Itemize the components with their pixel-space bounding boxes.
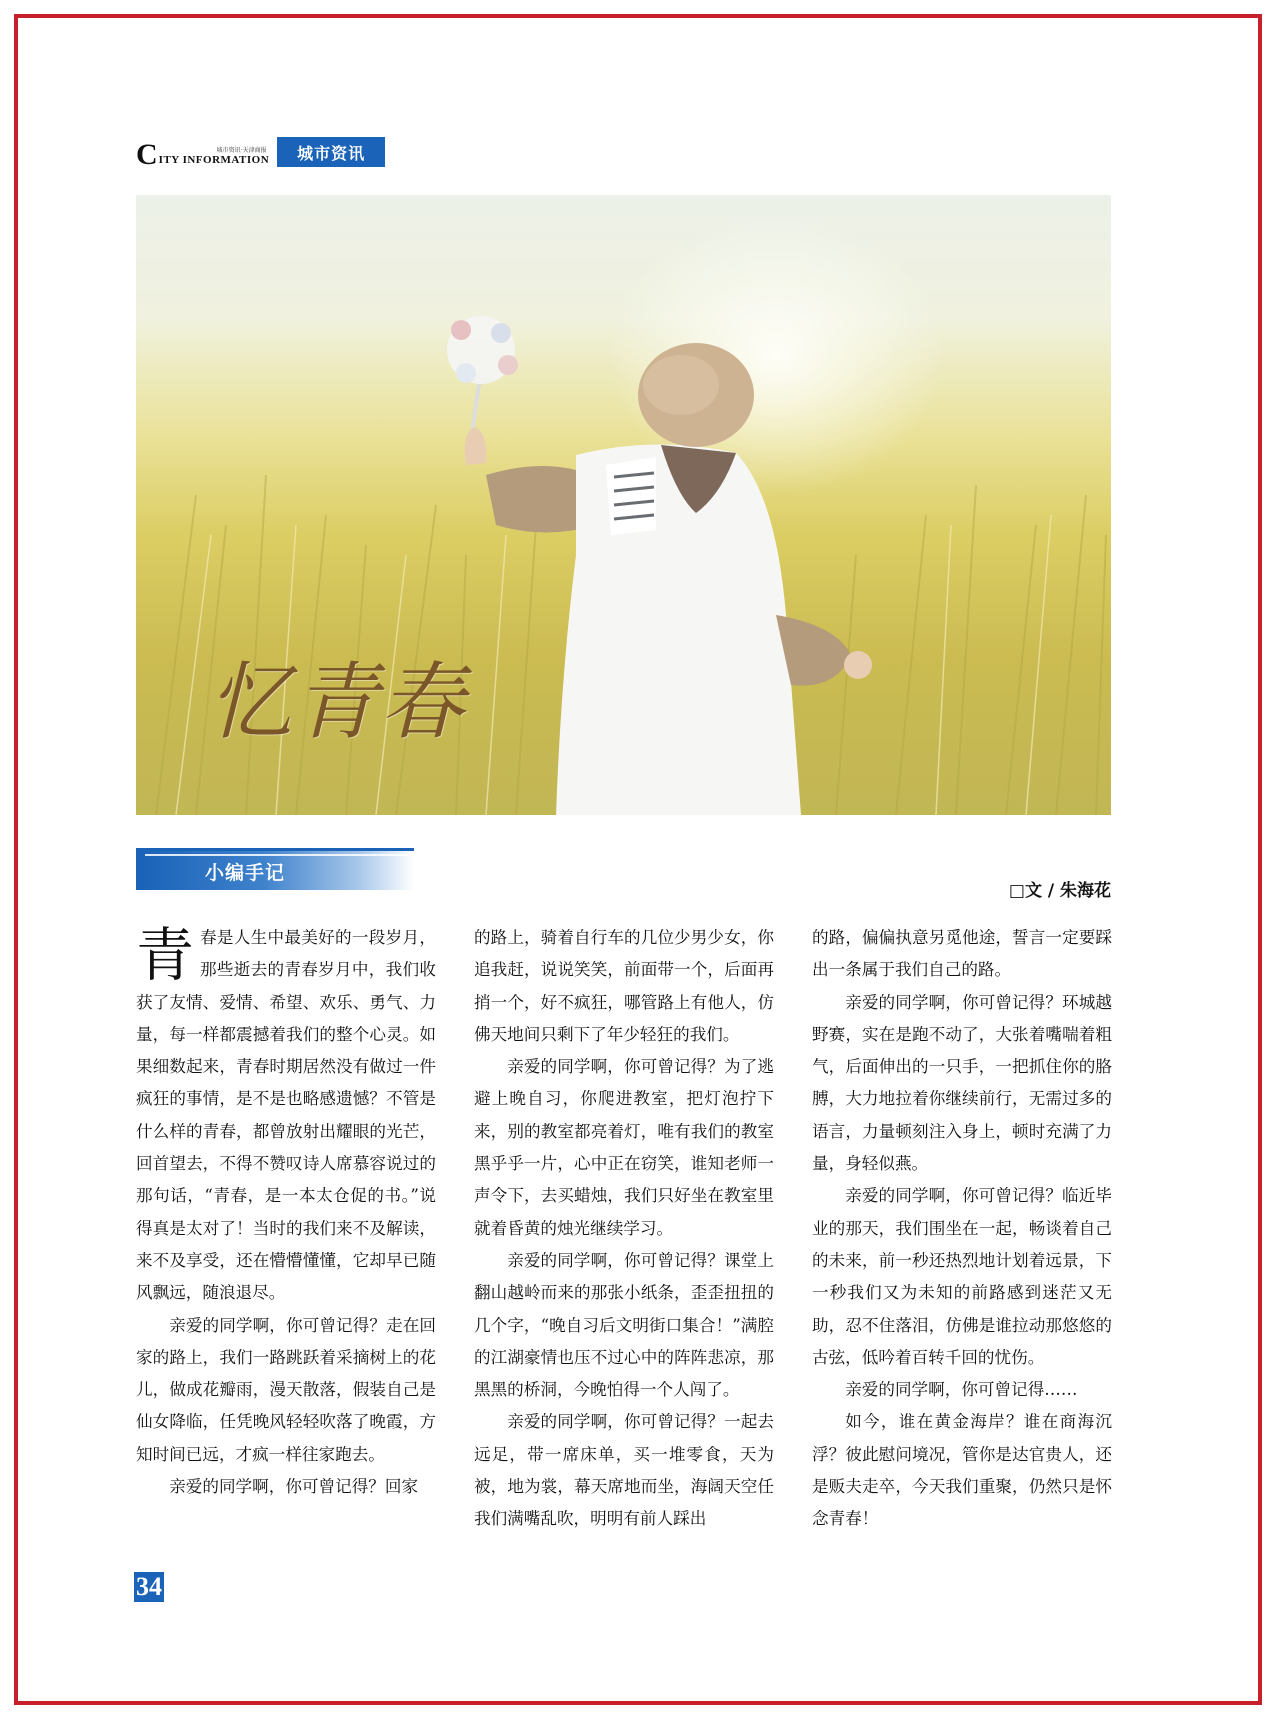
editor-notes-label: 小编手记 [205,862,286,884]
hero-title: 忆青春 [208,653,467,751]
article-paragraph: 青春是人生中最美好的一段岁月，那些逝去的青春岁月中，我们收获了友情、爱情、希望、欢乐、勇气、力量，每一样都震撼着我们的整个心灵。如果细数起来，青春时期居然没有做过一件疯狂的事情，是不是也略感遗憾？不管是什么样的青春，都曾放射出耀眼的光芒，回首望去，不得不赞叹诗人席慕容说过的那句话，“青春，是一本太仓促的书。”说得真是太对了！当时的我们来不及解读，来不及享受，还在懵懵懂懂，它却早已随风飘远，随浪退尽。 [136,921,436,1303]
article-paragraph: 亲爱的同学啊，你可曾记得…… [845,1380,1078,1400]
article-paragraph: 亲爱的同学啊，你可曾记得？环城越野赛，实在是跑不动了，大张着嘴喘着粗气，后面伸出的一只手，一把抓住你的胳膊，大力地拉着你继续前行，无需过多的语言，力量顿刻注入身上，顿时充满了力量，身轻似燕。 [812,992,1112,1174]
article-paragraph: 如今，谁在黄金海岸？谁在商海沉浮？彼此慰问境况，管你是达官贵人，还是贩夫走卒，今天我们重聚，仍然只是怀念青春！ [812,1412,1112,1529]
page-header [136,137,385,171]
logo-text: ITY INFORMATION [158,154,270,166]
logo-initial: C [136,138,158,171]
article-column-3 [812,922,1112,1536]
editor-notes-bar [136,848,414,890]
article-paragraph: 亲爱的同学啊，你可曾记得？一起去远足，带一席床单，买一堆零食，天为被，地为裳，幕天席地而坐，海阔天空任我们满嘴乱吹，明明有前人踩出 [474,1412,774,1529]
article-paragraph: 的路上，骑着自行车的几位少男少女，你追我赶，说说笑笑，前面带一个，后面再捎一个，好不疯狂，哪管路上有他人，仿佛天地间只剩下了年少轻狂的我们。 [474,928,774,1044]
hero-photo [136,195,1111,815]
author-byline: □文 / 朱海花 [1008,881,1111,901]
article-paragraph: 亲爱的同学啊，你可曾记得？回家 [169,1477,419,1497]
article-column-2 [474,922,774,1536]
logo-tagline: 城市资讯·天津商报 [216,147,267,154]
article-paragraph: 的路，偏偏执意另觅他途，誓言一定要踩出一条属于我们自己的路。 [812,928,1112,980]
article-paragraph: 亲爱的同学啊，你可曾记得？临近毕业的那天，我们围坐在一起，畅谈着自己的未来，前一秒还热烈地计划着远景，下一秒我们又为未知的前路感到迷茫又无助，忍不住落泪，仿佛是谁拉动那悠悠的古弦，低吟着百转千回的忧伤。 [812,1186,1112,1367]
city-information-logo [136,137,270,171]
article-paragraph: 亲爱的同学啊，你可曾记得？课堂上翻山越岭而来的那张小纸条，歪歪扭扭的几个字，“晚自习后文明街口集合！”满腔的江湖豪情也压不过心中的阵阵悲凉，那黑黑的桥洞，今晚怕得一个人闯了。 [474,1250,774,1400]
page-number: 34 [136,1572,162,1601]
section-tag: 城市资讯 [277,137,385,167]
article-paragraph: 亲爱的同学啊，你可曾记得？走在回家的路上，我们一路跳跃着采摘树上的花儿，做成花瓣雨，漫天散落，假装自己是仙女降临，任凭晚风轻轻吹落了晚霞，方知时间已远，才疯一样往家跑去。 [136,1315,436,1464]
article-column-1 [136,922,436,1503]
article-paragraph: 亲爱的同学啊，你可曾记得？为了逃避上晚自习，你爬进教室，把灯泡拧下来，别的教室都亮着灯，唯有我们的教室黑乎乎一片，心中正在窃笑，谁知老师一声令下，去买蜡烛，我们只好坐在教室里就着昏黄的烛光继续学习。 [474,1057,774,1238]
dropcap: 青 [136,921,195,989]
